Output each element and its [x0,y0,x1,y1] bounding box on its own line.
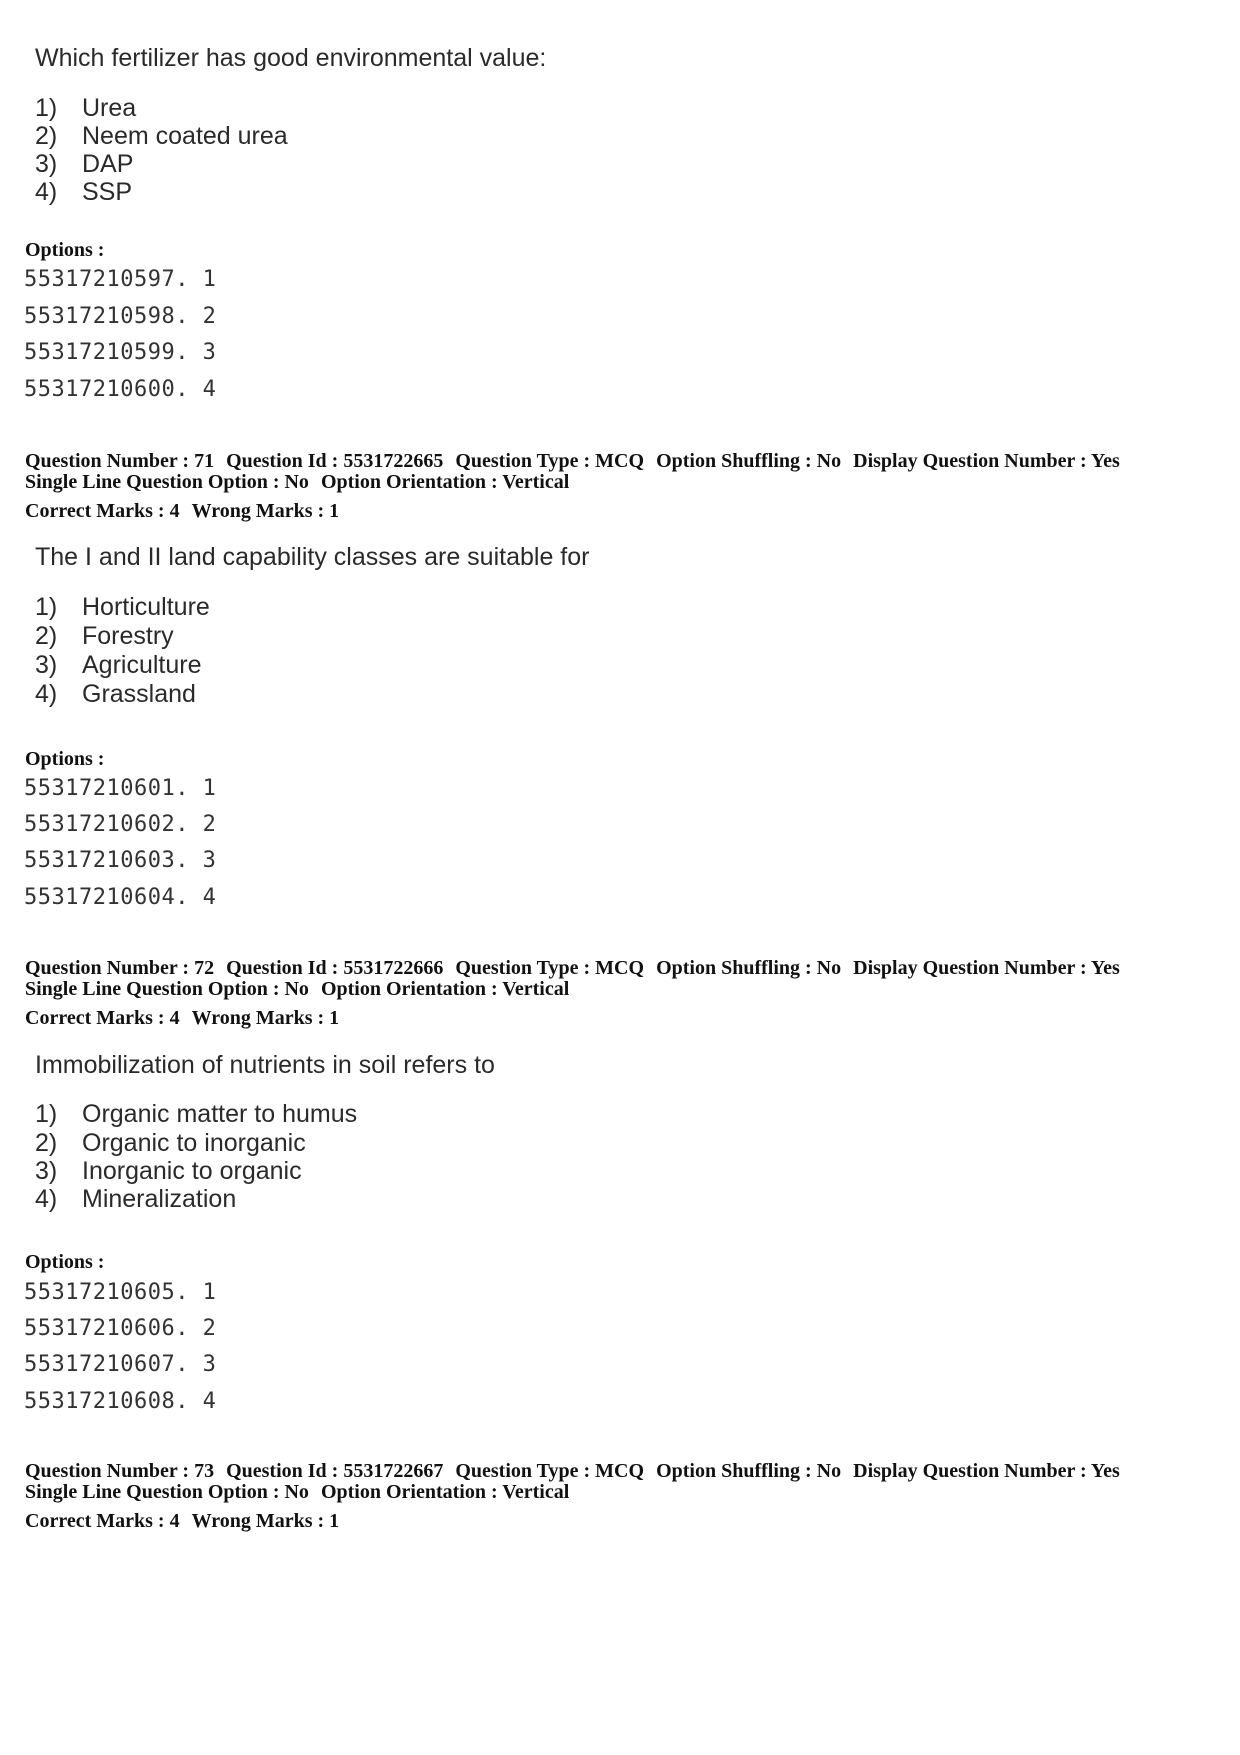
option-code: 55317210603. 3 [24,848,217,873]
choice-item: 1) Organic matter to humus [35,1100,358,1128]
choice-item: 2) Organic to inorganic [35,1129,306,1157]
choice-item: 1) Horticulture [35,593,210,621]
choice-item: 3) Inorganic to organic [35,1157,302,1185]
option-code: 55317210599. 3 [24,340,217,365]
question-meta-line1: Question Number : 73 Question Id : 5531722667 Question Type : MCQ Option Shuffling : No Display Question Number : Yes [25,1460,1120,1482]
marks-line: Correct Marks : 4 Wrong Marks : 1 [25,500,340,522]
option-code: 55317210608. 4 [24,1389,217,1414]
question-stem: The I and II land capability classes are suitable for [35,543,590,571]
options-label: Options : [25,1251,105,1273]
question-meta-line2: Single Line Question Option : No Option Orientation : Vertical [25,1481,570,1503]
option-code: 55317210607. 3 [24,1352,217,1377]
option-code: 55317210601. 1 [24,776,217,801]
marks-line: Correct Marks : 4 Wrong Marks : 1 [25,1007,340,1029]
choice-item: 4) Grassland [35,680,196,708]
choice-item: 4) SSP [35,178,133,206]
question-stem: Which fertilizer has good environmental value: [35,44,547,72]
question-meta-line2: Single Line Question Option : No Option Orientation : Vertical [25,471,570,493]
question-stem: Immobilization of nutrients in soil refers to [35,1051,495,1079]
choice-item: 3) Agriculture [35,651,202,679]
question-meta-line2: Single Line Question Option : No Option Orientation : Vertical [25,978,570,1000]
options-label: Options : [25,748,105,770]
marks-line: Correct Marks : 4 Wrong Marks : 1 [25,1510,340,1532]
option-code: 55317210605. 1 [24,1280,217,1305]
option-code: 55317210604. 4 [24,885,217,910]
choice-item: 2) Neem coated urea [35,122,288,150]
options-label: Options : [25,239,105,261]
choice-item: 1) Urea [35,94,137,122]
option-code: 55317210602. 2 [24,812,217,837]
question-meta-line1: Question Number : 72 Question Id : 5531722666 Question Type : MCQ Option Shuffling : No Display Question Number : Yes [25,957,1120,979]
choice-item: 3) DAP [35,150,134,178]
option-code: 55317210597. 1 [24,267,217,292]
choice-item: 4) Mineralization [35,1185,237,1213]
option-code: 55317210600. 4 [24,377,217,402]
choice-item: 2) Forestry [35,622,174,650]
option-code: 55317210606. 2 [24,1316,217,1341]
option-code: 55317210598. 2 [24,304,217,329]
question-meta-line1: Question Number : 71 Question Id : 5531722665 Question Type : MCQ Option Shuffling : No Display Question Number : Yes [25,450,1120,472]
